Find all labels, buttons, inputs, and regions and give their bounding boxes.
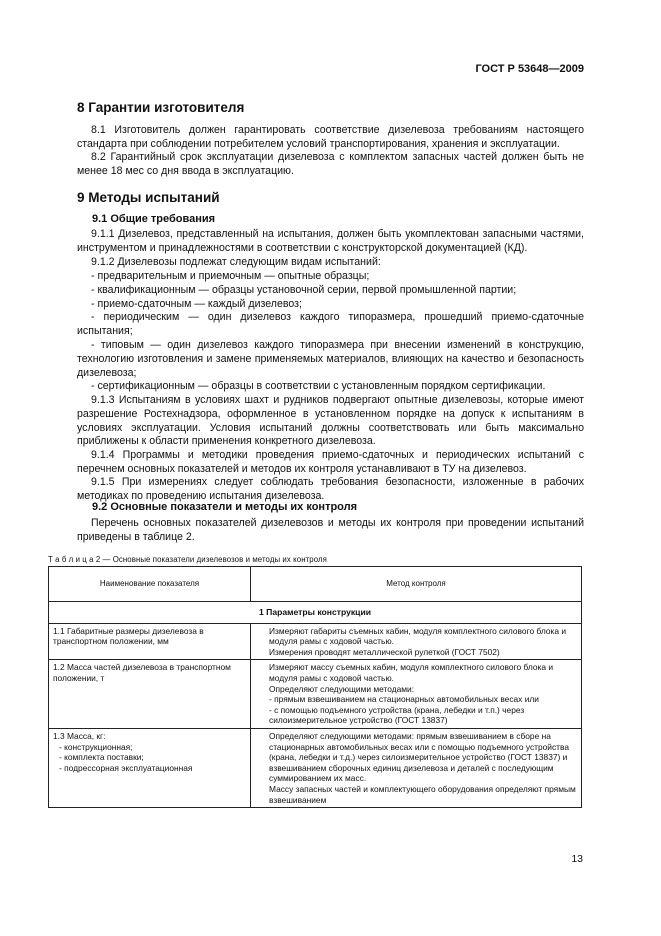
section-label: 1 Параметры конструкции — [49, 602, 582, 624]
paragraph-9-1-5: 9.1.5 При измерениях следует соблюдать требования безопасности, изложенные в рабочих методиках по проведению испытания дизелевоза. — [77, 476, 584, 502]
indicator-subitem: - конструкционная; — [59, 741, 133, 752]
list-item: - квалификационным — образцы установочной серии, первой промышленной партии; — [91, 284, 517, 296]
indicator-cell: 1.1 Габаритные размеры дизелевоза в транспортном положении, мм — [49, 623, 251, 660]
column-header: Наименование показателя — [49, 567, 251, 602]
list-item: - приемо-сдаточным — каждый дизелевоз; — [91, 298, 302, 310]
column-header: Метод контроля — [251, 567, 582, 602]
method-text: Измеряют массу съемных кабин, модуля комплектного силового блока и модуля рамы с ходовой частью. — [269, 662, 553, 683]
table-section-row — [49, 602, 582, 624]
table-row — [49, 623, 582, 660]
indicator-text: 1.3 Масса, кг: — [53, 730, 106, 741]
paragraph-8-2: 8.2 Гарантийный срок эксплуатации дизелевоза с комплектом запасных частей должен быть не менее 18 мес со дня ввода в эксплуатацию. — [77, 151, 584, 177]
indicator-subitem: - подрессорная эксплуатационная — [59, 762, 193, 773]
section-9-title: 9 Методы испытаний — [77, 190, 220, 205]
method-text: - с помощью подъемного устройства (крана, лебедки и т.п.) через силоизмерительное устройство (ГОСТ 13837) — [269, 704, 525, 726]
method-text: Определяют следующими методами: прямым взвешиванием в сборе на стационарных автомобильных весах или с помощью подъемного устройства (крана, лебедки и т.д.) через силоизмерительное устройство (ГОСТ 13837) и взвешиванием сборочных единиц дизелевоза и деталей с последующим суммированием их масс. — [269, 730, 570, 784]
document-header: ГОСТ Р 53648—2009 — [475, 63, 584, 75]
method-text: Измеряют габариты съемных кабин, модуля комплектного силового блока и модуля рамы с ходовой частью. — [269, 625, 566, 647]
list-item: - типовым — один дизелевоз каждого типоразмера при внесении изменений в конструкцию, технологию изготовления и замене применяемых материалов, влияющих на качество и безопасность дизелевоза; — [77, 339, 584, 379]
method-cell — [251, 623, 582, 660]
subsection-9-2-title: 9.2 Основные показатели и методы их контроля — [92, 501, 358, 513]
paragraph-9-1-3: 9.1.3 Испытаниям в условиях шахт и рудников подвергают опытные дизелевозы, которые имеют разрешение Ростехнадзора, оформленное в установленном порядке на допуск к испытаниям в условиях эксплуатации. Условия испытаний должны соответствовать или быть максимально приближены к области применения конкретного дизелевоза. — [77, 394, 584, 448]
indicator-cell — [49, 728, 251, 807]
method-cell — [251, 660, 582, 729]
indicators-table — [48, 566, 582, 808]
paragraph-8-1: 8.1 Изготовитель должен гарантировать соответствие дизелевоза требованиям настоящего стандарта при соблюдении потребителем условий транспортирования, хранения и эксплуатации. — [77, 124, 584, 150]
subsection-9-1-title: 9.1 Общие требования — [92, 213, 216, 225]
list-item: - предварительным и приемочным — опытные образцы; — [91, 270, 370, 282]
table-caption: Т а б л и ц а 2 — Основные показатели дизелевозов и методы их контроля — [48, 555, 327, 564]
table-row — [49, 660, 582, 729]
paragraph-9-1-1: 9.1.1 Дизелевоз, представленный на испытания, должен быть укомплектован запасными частями, инструментом и принадлежностями в соответствии с конструкторской документацией (КД). — [77, 228, 584, 254]
method-text: - прямым взвешиванием на стационарных автомобильных весах или — [269, 694, 539, 705]
paragraph-9-2: Перечень основных показателей дизелевозов и методы их контроля при проведении испытаний приведены в таблице 2. — [77, 517, 584, 543]
table-row — [49, 728, 582, 807]
method-text: Массу запасных частей и комплектующего оборудования определяют прямым взвешиванием — [269, 783, 576, 805]
section-8-title: 8 Гарантии изготовителя — [77, 100, 245, 115]
indicator-subitem: - комплекта поставки; — [59, 752, 144, 763]
method-cell — [251, 728, 582, 807]
paragraph-9-1-4: 9.1.4 Программы и методики проведения приемо-сдаточных и периодических испытаний с перечнем основных показателей и методов их контроля устанавливают в ТУ на дизелевоз. — [77, 449, 584, 475]
method-text: Определяют следующими методами: — [269, 683, 415, 694]
page-number: 13 — [571, 853, 583, 865]
list-item: - сертификационным — образцы в соответствии с установленным порядком сертификации. — [91, 380, 546, 392]
paragraph-9-1-2: 9.1.2 Дизелевозы подлежат следующим видам испытаний: — [91, 256, 381, 268]
method-text: Измерения проводят металлической рулеткой (ГОСТ 7502) — [269, 646, 500, 657]
list-item: - периодическим — один дизелевоз каждого типоразмера, прошедший приемо-сдаточные испытания; — [77, 311, 584, 337]
table-header-row — [49, 567, 582, 602]
indicator-cell: 1.2 Масса частей дизелевоза в транспортном положении, т — [49, 660, 251, 729]
